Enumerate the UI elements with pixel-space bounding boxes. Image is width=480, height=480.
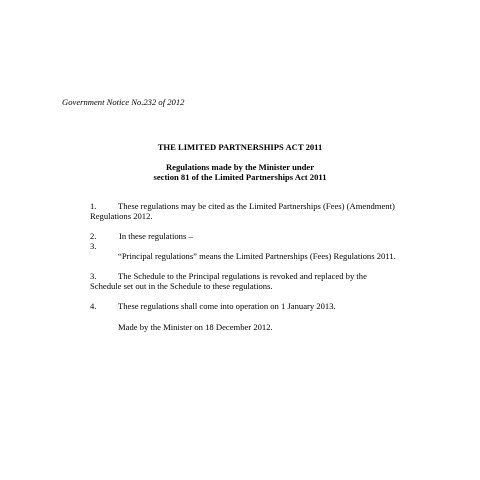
- paragraph-schedule-number: 3.: [90, 271, 97, 281]
- paragraph-2-line-1: In these regulations –: [119, 231, 193, 241]
- act-title: THE LIMITED PARTNERSHIPS ACT 2011: [157, 142, 323, 152]
- government-notice-number: Government Notice No.232 of 2012: [62, 97, 185, 107]
- paragraph-schedule-line-1: The Schedule to the Principal regulations is revoked and replaced by the: [118, 271, 367, 281]
- paragraph-3-number: 3.: [90, 241, 97, 251]
- paragraph-2-number: 2.: [90, 231, 97, 241]
- made-by-statement: Made by the Minister on 18 December 2012.: [118, 322, 273, 332]
- regulations-subtitle-line-1: Regulations made by the Minister under: [165, 162, 315, 172]
- paragraph-4-line-1: These regulations shall come into operation on 1 January 2013.: [118, 301, 336, 311]
- paragraph-schedule-line-2: Schedule set out in the Schedule to these regulations.: [90, 281, 273, 291]
- paragraph-1-line-1: These regulations may be cited as the Limited Partnerships (Fees) (Amendment): [118, 201, 395, 211]
- principal-regulations-definition: “Principal regulations” means the Limited Partnerships (Fees) Regulations 2011.: [118, 251, 396, 261]
- paragraph-1-number: 1.: [90, 201, 97, 211]
- regulations-subtitle-line-2: section 81 of the Limited Partnerships Act 2011: [153, 172, 327, 182]
- paragraph-4-number: 4.: [90, 301, 97, 311]
- paragraph-1-line-2: Regulations 2012.: [90, 211, 153, 221]
